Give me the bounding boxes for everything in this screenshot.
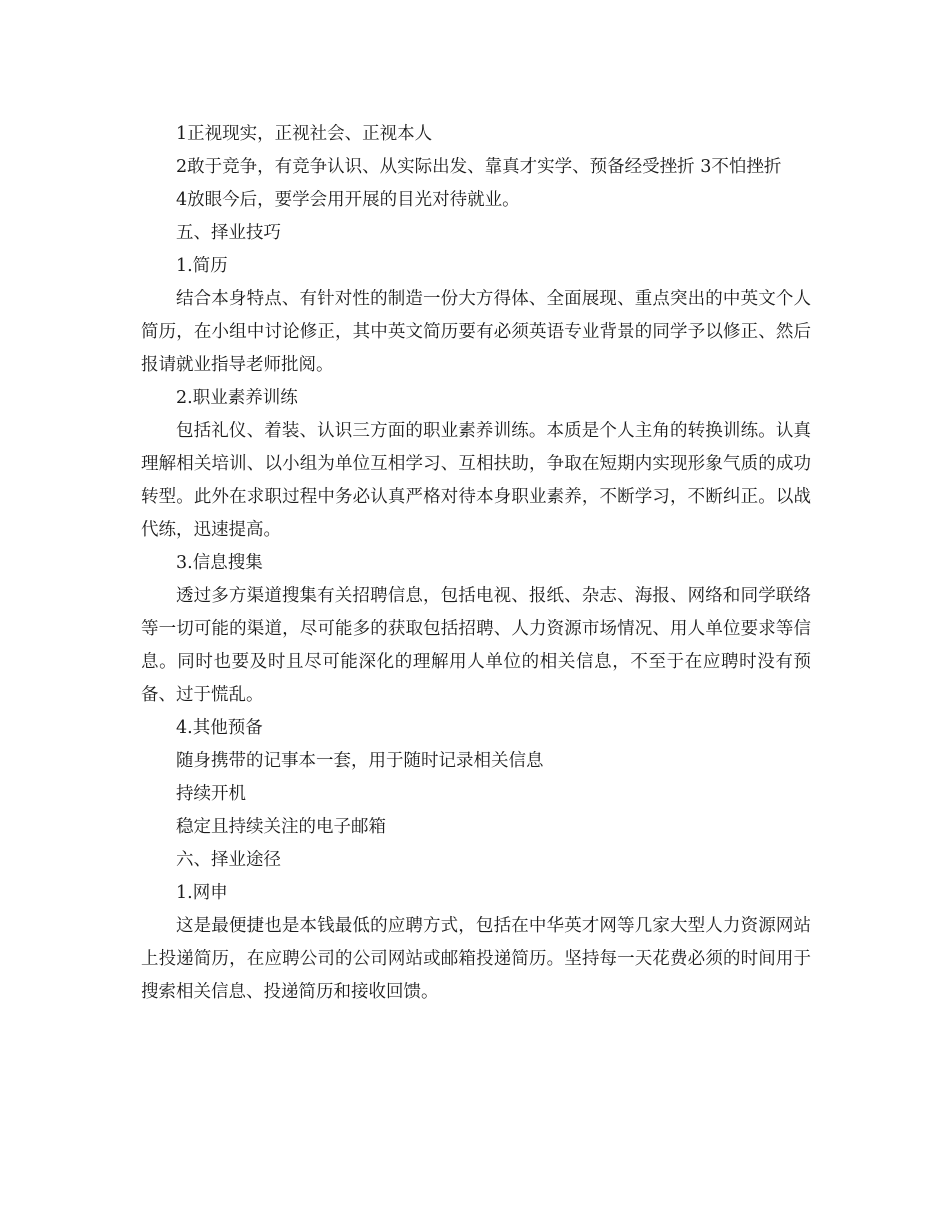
paragraph-2: 2敢于竞争，有竞争认识、从实际出发、靠真才实学、预备经受挫折 3不怕挫折	[176, 157, 782, 177]
list-item-notebook: 随身携带的记事本一套，用于随时记录相关信息	[176, 751, 544, 771]
document-body	[141, 118, 811, 1009]
list-item-email: 稳定且持续关注的电子邮箱	[176, 817, 386, 837]
paragraph-1: 1正视现实，正视社会、正视本人	[176, 124, 433, 144]
section-heading-5: 五、择业技巧	[176, 223, 281, 243]
subheading-online-application: 1.网申	[176, 883, 228, 903]
section-heading-6: 六、择业途径	[176, 850, 281, 870]
subheading-info-collection: 3.信息搜集	[176, 553, 263, 573]
paragraph-professional-training: 包括礼仪、着装、认识三方面的职业素养训练。本质是个人主角的转换训练。认真理解相关培训、以小组为单位互相学习、互相扶助，争取在短期内实现形象气质的成功转型。此外在求职过程中务必认真严格对待本身职业素养，不断学习，不断纠正。以战代练，迅速提高。	[141, 421, 811, 540]
paragraph-info-collection: 透过多方渠道搜集有关招聘信息，包括电视、报纸、杂志、海报、网络和同学联络等一切可能的渠道，尽可能多的获取包括招聘、人力资源市场情况、用人单位要求等信息。同时也要及时且尽可能深化的理解用人单位的相关信息，不至于在应聘时没有预备、过于慌乱。	[141, 586, 811, 705]
subheading-resume: 1.简历	[176, 256, 228, 276]
list-item-phone-on: 持续开机	[176, 784, 246, 804]
paragraph-3: 4放眼今后，要学会用开展的目光对待就业。	[176, 190, 520, 210]
subheading-professional-training: 2.职业素养训练	[176, 388, 298, 408]
paragraph-resume: 结合本身特点、有针对性的制造一份大方得体、全面展现、重点突出的中英文个人简历，在小组中讨论修正，其中英文简历要有必须英语专业背景的同学予以修正、然后报请就业指导老师批阅。	[141, 289, 811, 375]
subheading-other-prep: 4.其他预备	[176, 718, 263, 738]
paragraph-online-application: 这是最便捷也是本钱最低的应聘方式，包括在中华英才网等几家大型人力资源网站上投递简历，在应聘公司的公司网站或邮箱投递简历。坚持每一天花费必须的时间用于搜索相关信息、投递简历和接收回馈。	[141, 916, 811, 1002]
